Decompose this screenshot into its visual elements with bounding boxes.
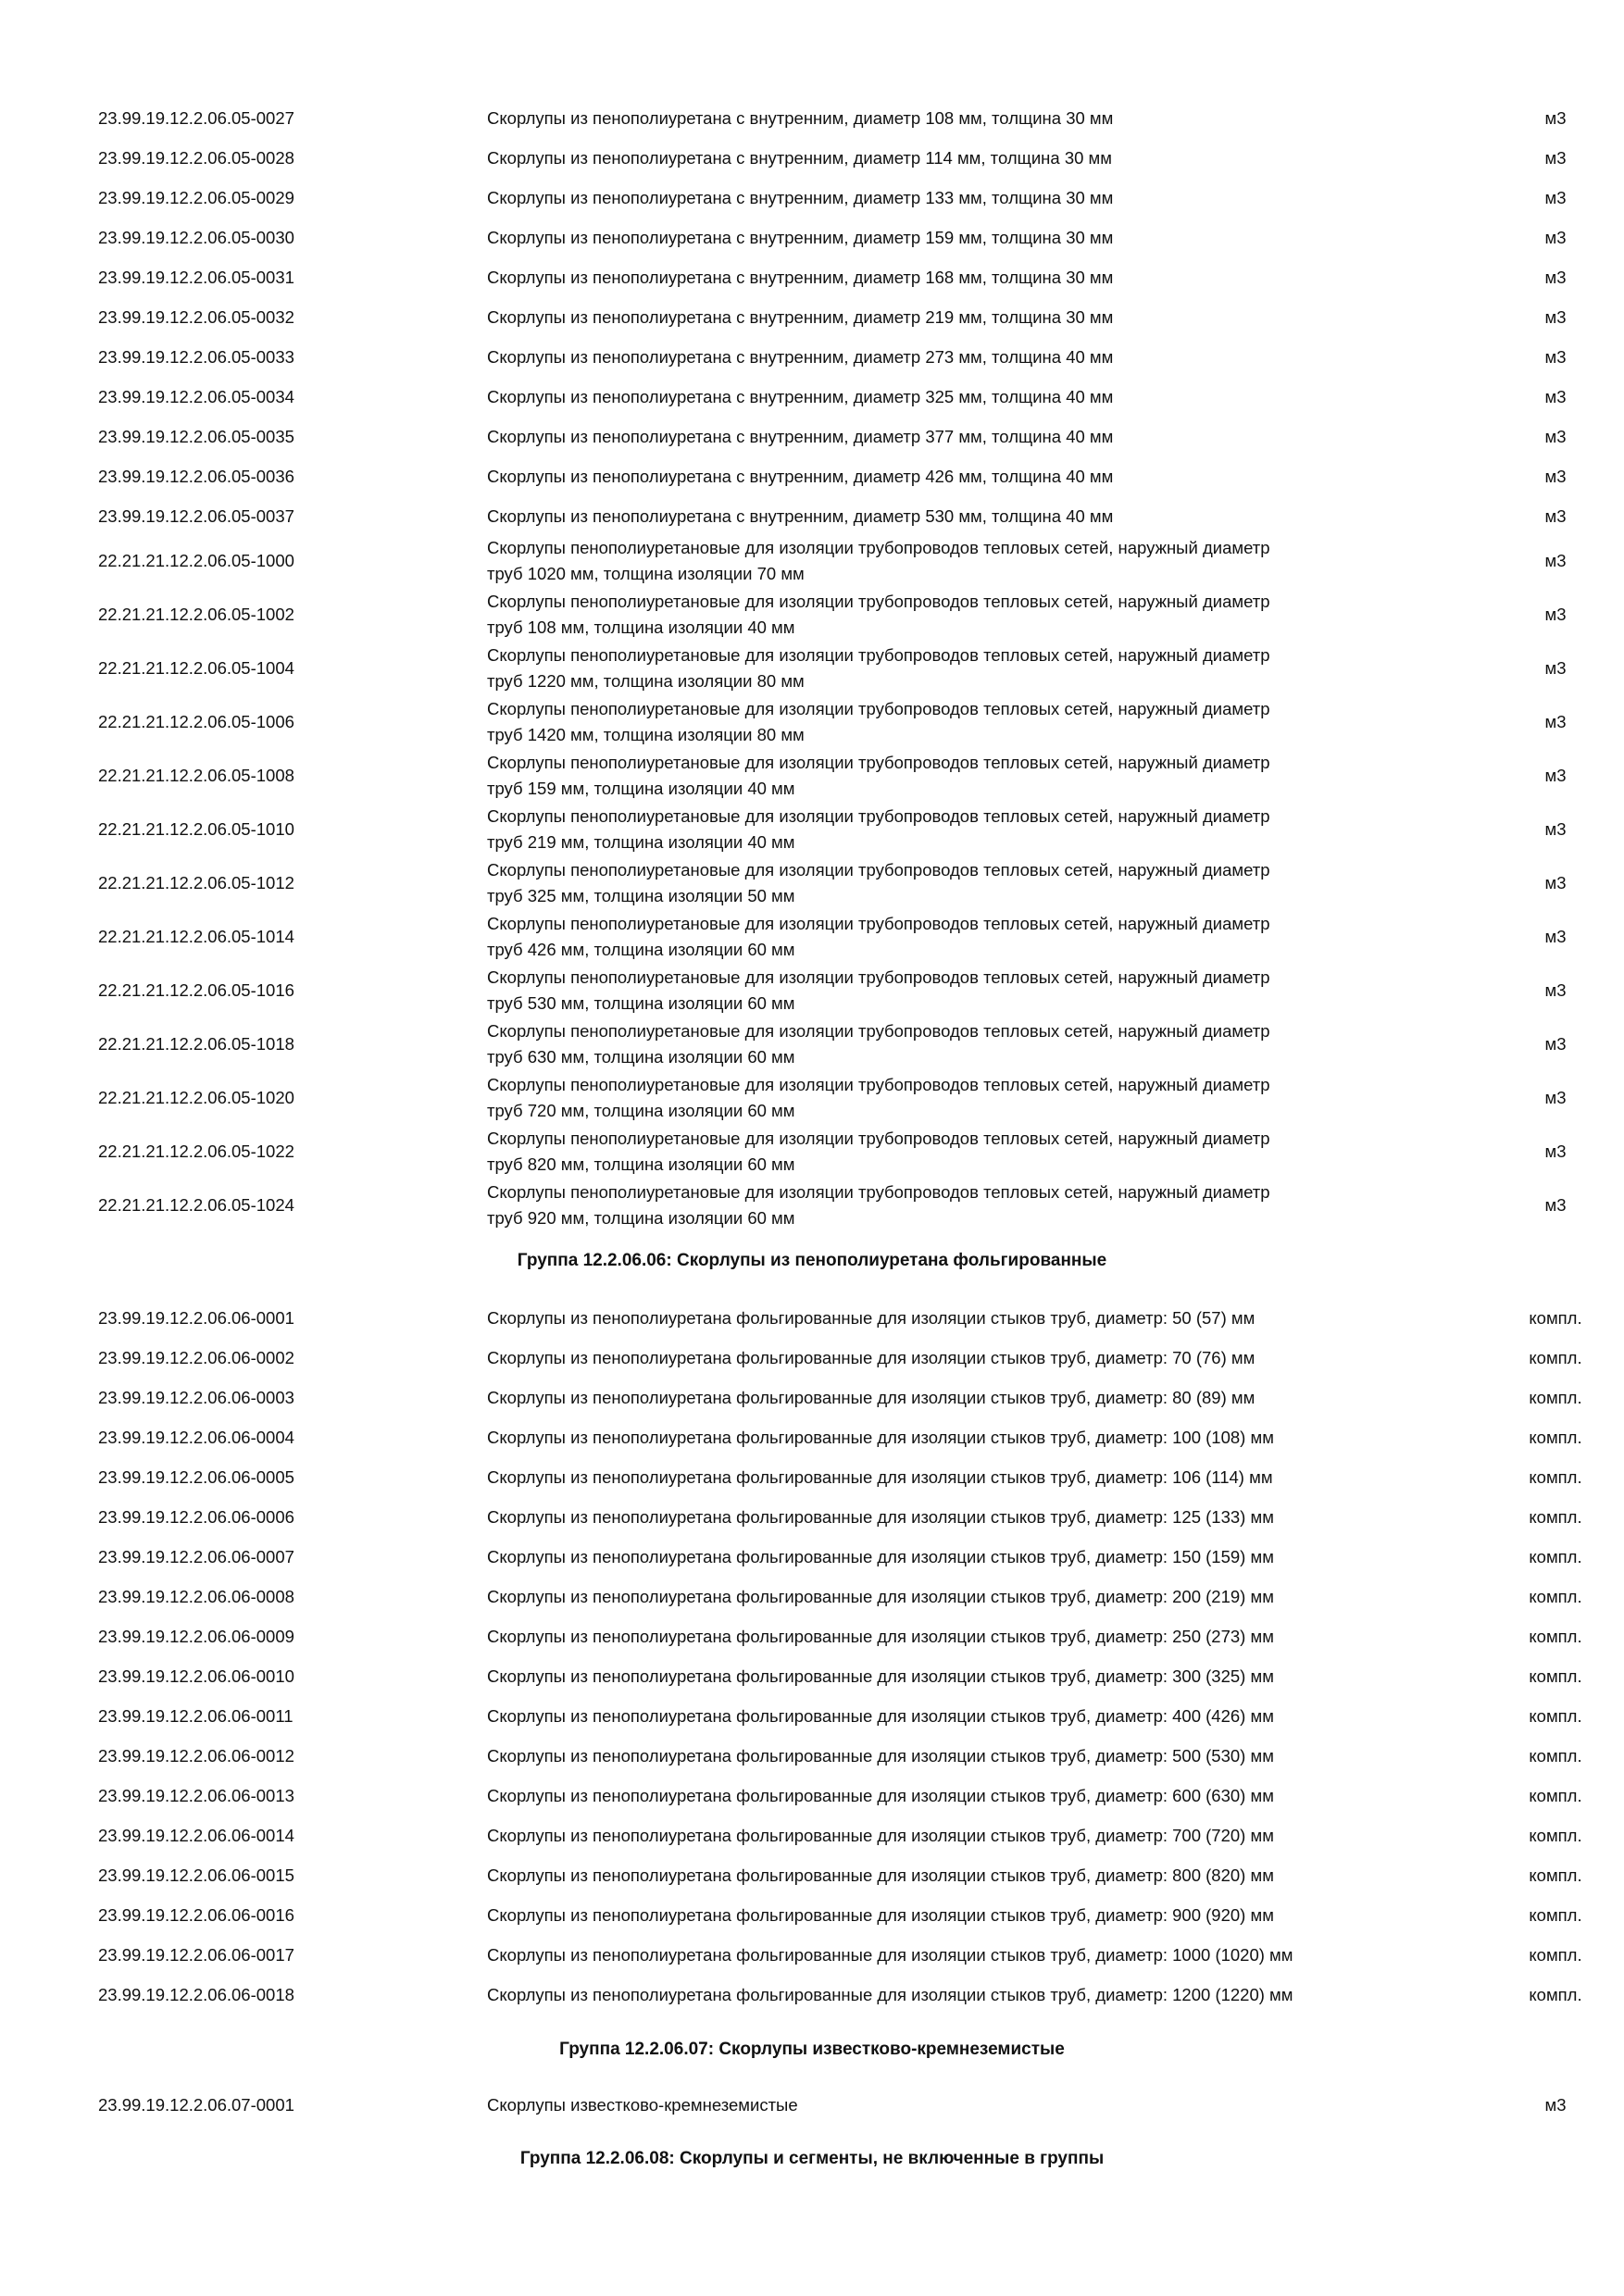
row-name-line: труб 325 мм, толщина изоляции 50 мм [487,886,795,905]
row-unit: компл. [1529,1587,1582,1606]
row-name: Скорлупы из пенополиуретана с внутренним, диаметр 168 мм, толщина 30 мм [487,268,1114,287]
row-name [487,911,1441,963]
row-name: Скорлупы из пенополиуретана фольгированные для изоляции стыков труб, диаметр: 600 (630) мм [487,1786,1274,1805]
row-unit: м3 [1544,873,1567,892]
row-name [487,965,1441,1017]
row-unit: м3 [1544,980,1567,1000]
row-code: 23.99.19.12.2.06.06-0005 [98,1467,294,1487]
row-name: Скорлупы из пенополиуретана фольгированные для изоляции стыков труб, диаметр: 70 (76) мм [487,1348,1255,1367]
table-row [0,1072,1624,1124]
row-unit: м3 [1544,108,1567,128]
row-name: Скорлупы из пенополиуретана с внутренним, диаметр 114 мм, толщина 30 мм [487,148,1112,168]
row-code: 22.21.21.12.2.06.05-1012 [98,873,294,892]
row-name: Скорлупы из пенополиуретана с внутренним, диаметр 133 мм, толщина 30 мм [487,188,1114,207]
row-name-line: Скорлупы пенополиуретановые для изоляции трубопроводов тепловых сетей, наружный диаметр [487,1075,1270,1094]
row-unit: компл. [1529,1467,1582,1487]
row-name: Скорлупы из пенополиуретана с внутренним, диаметр 530 мм, толщина 40 мм [487,506,1114,526]
row-name-line: труб 920 мм, толщина изоляции 60 мм [487,1208,795,1228]
row-name: Скорлупы из пенополиуретана фольгированные для изоляции стыков труб, диаметр: 700 (720) мм [487,1826,1274,1845]
row-unit: м3 [1544,927,1567,946]
row-name-line: труб 630 мм, толщина изоляции 60 мм [487,1047,795,1067]
row-name: Скорлупы из пенополиуретана с внутренним, диаметр 325 мм, толщина 40 мм [487,387,1114,406]
row-code: 23.99.19.12.2.06.05-0036 [98,467,294,486]
row-name: Скорлупы из пенополиуретана с внутренним, диаметр 108 мм, толщина 30 мм [487,108,1114,128]
row-name [487,589,1441,641]
row-name-line: Скорлупы пенополиуретановые для изоляции трубопроводов тепловых сетей, наружный диаметр [487,806,1270,826]
table-row [0,643,1624,694]
row-name [487,1018,1441,1070]
row-unit: м3 [1544,766,1567,785]
row-code: 23.99.19.12.2.06.06-0003 [98,1388,294,1407]
group-heading: Группа 12.2.06.07: Скорлупы известково-кремнеземистые [559,2040,1065,2059]
group-heading: Группа 12.2.06.08: Скорлупы и сегменты, не включенные в группы [519,2149,1105,2168]
row-unit: м3 [1544,1034,1567,1054]
row-name-line: труб 426 мм, толщина изоляции 60 мм [487,940,795,959]
row-code: 23.99.19.12.2.06.06-0016 [98,1905,294,1925]
row-code: 23.99.19.12.2.06.05-0029 [98,188,294,207]
table-row [0,857,1624,909]
row-name: Скорлупы из пенополиуретана с внутренним, диаметр 219 мм, толщина 30 мм [487,307,1114,327]
row-unit: компл. [1529,1706,1582,1726]
row-unit: м3 [1544,658,1567,678]
row-name: Скорлупы из пенополиуретана фольгированные для изоляции стыков труб, диаметр: 106 (114) мм [487,1467,1273,1487]
row-code: 22.21.21.12.2.06.05-1004 [98,658,294,678]
row-unit: м3 [1544,819,1567,839]
row-code: 23.99.19.12.2.06.05-0028 [98,148,294,168]
row-code: 23.99.19.12.2.06.06-0011 [98,1706,294,1726]
row-code: 22.21.21.12.2.06.05-1010 [98,819,294,839]
row-unit: компл. [1529,1786,1582,1805]
row-unit: компл. [1529,1627,1582,1646]
row-name: Скорлупы из пенополиуретана фольгированные для изоляции стыков труб, диаметр: 125 (133) мм [487,1507,1274,1527]
row-code: 23.99.19.12.2.06.05-0027 [98,108,294,128]
row-name: Скорлупы из пенополиуретана фольгированные для изоляции стыков труб, диаметр: 400 (426) мм [487,1706,1274,1726]
row-code: 23.99.19.12.2.06.05-0030 [98,228,294,247]
table-row [0,750,1624,802]
row-unit: компл. [1529,1746,1582,1766]
row-code: 22.21.21.12.2.06.05-1002 [98,605,294,624]
row-name [487,857,1441,909]
row-code: 23.99.19.12.2.06.06-0014 [98,1826,294,1845]
row-unit: м3 [1544,148,1567,168]
table-row [0,1126,1624,1178]
row-name-line: Скорлупы пенополиуретановые для изоляции трубопроводов тепловых сетей, наружный диаметр [487,645,1270,665]
row-unit: компл. [1529,1826,1582,1845]
row-code: 22.21.21.12.2.06.05-1020 [98,1088,294,1107]
table-row [0,696,1624,748]
row-unit: м3 [1544,347,1567,367]
row-name: Скорлупы из пенополиуретана с внутренним, диаметр 426 мм, толщина 40 мм [487,467,1114,486]
row-name-line: труб 159 мм, толщина изоляции 40 мм [487,779,795,798]
row-name: Скорлупы из пенополиуретана с внутренним, диаметр 273 мм, толщина 40 мм [487,347,1114,367]
row-unit: м3 [1544,188,1567,207]
row-name-line: Скорлупы пенополиуретановые для изоляции трубопроводов тепловых сетей, наружный диаметр [487,538,1270,557]
row-unit: м3 [1544,467,1567,486]
row-name-line: Скорлупы пенополиуретановые для изоляции трубопроводов тепловых сетей, наружный диаметр [487,592,1270,611]
row-unit: м3 [1544,1195,1567,1215]
row-unit: компл. [1529,1866,1582,1885]
row-code: 23.99.19.12.2.06.05-0035 [98,427,294,446]
row-name-line: Скорлупы пенополиуретановые для изоляции трубопроводов тепловых сетей, наружный диаметр [487,753,1270,772]
table-row [0,535,1624,587]
row-code: 23.99.19.12.2.06.05-0037 [98,506,294,526]
row-name: Скорлупы из пенополиуретана фольгированные для изоляции стыков труб, диаметр: 80 (89) мм [487,1388,1255,1407]
row-code: 23.99.19.12.2.06.06-0013 [98,1786,294,1805]
row-unit: м3 [1544,1088,1567,1107]
row-code: 22.21.21.12.2.06.05-1014 [98,927,294,946]
row-name: Скорлупы из пенополиуретана фольгированные для изоляции стыков труб, диаметр: 100 (108) мм [487,1428,1274,1447]
row-code: 23.99.19.12.2.06.06-0004 [98,1428,294,1447]
row-code: 22.21.21.12.2.06.05-1008 [98,766,294,785]
table-row [0,911,1624,963]
row-code: 23.99.19.12.2.06.06-0001 [98,1308,294,1328]
table-row [0,1179,1624,1231]
row-name [487,643,1441,694]
row-name: Скорлупы из пенополиуретана фольгированные для изоляции стыков труб, диаметр: 50 (57) мм [487,1308,1255,1328]
row-unit: компл. [1529,1507,1582,1527]
row-name-line: труб 720 мм, толщина изоляции 60 мм [487,1101,795,1120]
row-unit: м3 [1544,2095,1567,2115]
row-unit: м3 [1544,551,1567,570]
row-name: Скорлупы из пенополиуретана фольгированные для изоляции стыков труб, диаметр: 150 (159) мм [487,1547,1274,1566]
row-unit: компл. [1529,1666,1582,1686]
row-code: 22.21.21.12.2.06.05-1018 [98,1034,294,1054]
table-row [0,1018,1624,1070]
row-name-line: труб 1420 мм, толщина изоляции 80 мм [487,725,805,744]
row-code: 23.99.19.12.2.06.07-0001 [98,2095,294,2115]
row-name [487,1072,1441,1124]
row-name [487,1179,1441,1231]
row-code: 23.99.19.12.2.06.05-0031 [98,268,294,287]
row-name [487,1126,1441,1178]
row-unit: м3 [1544,605,1567,624]
row-name-line: труб 530 мм, толщина изоляции 60 мм [487,993,795,1013]
row-unit: компл. [1529,1985,1582,2004]
row-name: Скорлупы из пенополиуретана фольгированные для изоляции стыков труб, диаметр: 1000 (1020) мм [487,1945,1293,1965]
row-name-line: Скорлупы пенополиуретановые для изоляции трубопроводов тепловых сетей, наружный диаметр [487,699,1270,718]
row-unit: м3 [1544,387,1567,406]
row-unit: компл. [1529,1428,1582,1447]
row-name-line: Скорлупы пенополиуретановые для изоляции трубопроводов тепловых сетей, наружный диаметр [487,1129,1270,1148]
row-name: Скорлупы из пенополиуретана с внутренним, диаметр 159 мм, толщина 30 мм [487,228,1114,247]
row-name-line: Скорлупы пенополиуретановые для изоляции трубопроводов тепловых сетей, наружный диаметр [487,860,1270,880]
row-code: 23.99.19.12.2.06.05-0033 [98,347,294,367]
row-name: Скорлупы из пенополиуретана фольгированные для изоляции стыков труб, диаметр: 300 (325) мм [487,1666,1274,1686]
table-row [0,589,1624,641]
row-code: 23.99.19.12.2.06.06-0012 [98,1746,294,1766]
row-unit: м3 [1544,712,1567,731]
row-name-line: Скорлупы пенополиуретановые для изоляции трубопроводов тепловых сетей, наружный диаметр [487,914,1270,933]
row-code: 23.99.19.12.2.06.05-0032 [98,307,294,327]
row-unit: компл. [1529,1547,1582,1566]
row-unit: м3 [1544,228,1567,247]
row-name [487,535,1441,587]
row-unit: м3 [1544,427,1567,446]
row-name: Скорлупы из пенополиуретана фольгированные для изоляции стыков труб, диаметр: 1200 (1220) мм [487,1985,1293,2004]
row-name: Скорлупы из пенополиуретана фольгированные для изоляции стыков труб, диаметр: 500 (530) мм [487,1746,1274,1766]
row-code: 23.99.19.12.2.06.06-0017 [98,1945,294,1965]
row-code: 23.99.19.12.2.06.05-0034 [98,387,294,406]
row-name: Скорлупы из пенополиуретана фольгированные для изоляции стыков труб, диаметр: 200 (219) мм [487,1587,1274,1606]
row-code: 23.99.19.12.2.06.06-0008 [98,1587,294,1606]
row-unit: компл. [1529,1905,1582,1925]
row-unit: м3 [1544,506,1567,526]
row-code: 22.21.21.12.2.06.05-1024 [98,1195,294,1215]
row-code: 23.99.19.12.2.06.06-0002 [98,1348,294,1367]
row-name: Скорлупы из пенополиуретана фольгированные для изоляции стыков труб, диаметр: 250 (273) мм [487,1627,1274,1646]
row-unit: компл. [1529,1945,1582,1965]
group-heading: Группа 12.2.06.06: Скорлупы из пенополиуретана фольгированные [517,1251,1107,1270]
row-code: 23.99.19.12.2.06.06-0015 [98,1866,294,1885]
row-name [487,696,1441,748]
row-unit: м3 [1544,307,1567,327]
row-name-line: Скорлупы пенополиуретановые для изоляции трубопроводов тепловых сетей, наружный диаметр [487,1021,1270,1041]
row-code: 22.21.21.12.2.06.05-1006 [98,712,294,731]
row-name: Скорлупы из пенополиуретана с внутренним, диаметр 377 мм, толщина 40 мм [487,427,1114,446]
row-code: 23.99.19.12.2.06.06-0010 [98,1666,294,1686]
row-code: 23.99.19.12.2.06.06-0009 [98,1627,294,1646]
row-name-line: труб 1220 мм, толщина изоляции 80 мм [487,671,805,691]
row-unit: компл. [1529,1388,1582,1407]
row-unit: м3 [1544,268,1567,287]
row-code: 23.99.19.12.2.06.06-0007 [98,1547,294,1566]
row-name [487,750,1441,802]
row-name-line: труб 1020 мм, толщина изоляции 70 мм [487,564,805,583]
row-unit: компл. [1529,1348,1582,1367]
row-code: 22.21.21.12.2.06.05-1022 [98,1142,294,1161]
row-unit: м3 [1544,1142,1567,1161]
row-name-line: труб 820 мм, толщина изоляции 60 мм [487,1154,795,1174]
row-name: Скорлупы из пенополиуретана фольгированные для изоляции стыков труб, диаметр: 800 (820) мм [487,1866,1274,1885]
row-code: 22.21.21.12.2.06.05-1016 [98,980,294,1000]
table-row [0,804,1624,855]
row-code: 23.99.19.12.2.06.06-0018 [98,1985,294,2004]
row-name-line: труб 108 мм, толщина изоляции 40 мм [487,618,795,637]
row-name [487,804,1441,855]
row-name-line: Скорлупы пенополиуретановые для изоляции трубопроводов тепловых сетей, наружный диаметр [487,1182,1270,1202]
row-name-line: труб 219 мм, толщина изоляции 40 мм [487,832,795,852]
table-row [0,965,1624,1017]
row-unit: компл. [1529,1308,1582,1328]
row-code: 23.99.19.12.2.06.06-0006 [98,1507,294,1527]
row-name: Скорлупы из пенополиуретана фольгированные для изоляции стыков труб, диаметр: 900 (920) мм [487,1905,1274,1925]
row-name-line: Скорлупы пенополиуретановые для изоляции трубопроводов тепловых сетей, наружный диаметр [487,967,1270,987]
row-name: Скорлупы известково-кремнеземистые [487,2095,798,2115]
row-code: 22.21.21.12.2.06.05-1000 [98,551,294,570]
